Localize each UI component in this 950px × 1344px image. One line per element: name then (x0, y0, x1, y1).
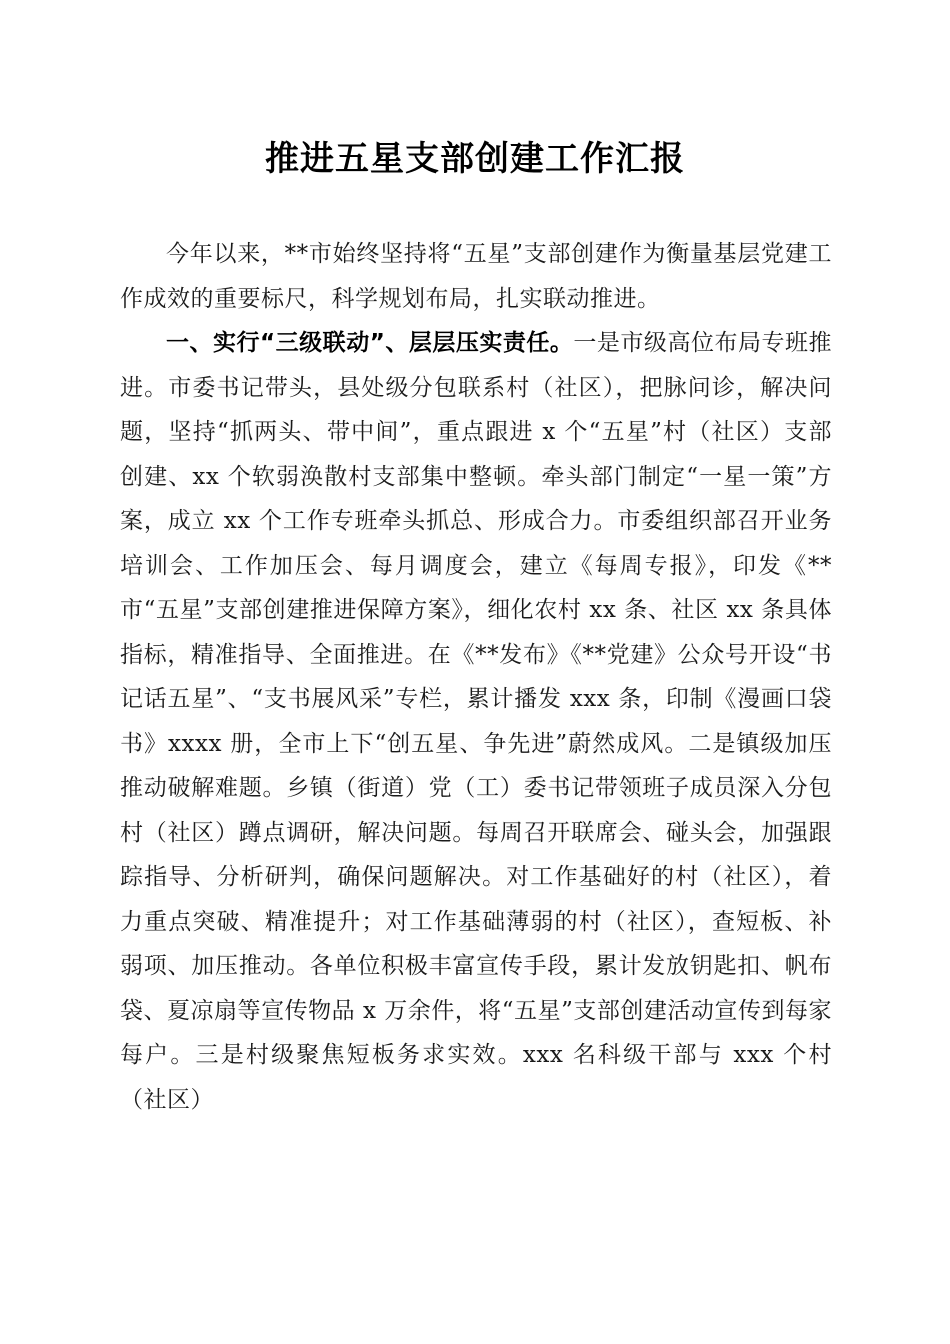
section-1-paragraph (120, 321, 832, 1122)
document-body (120, 232, 832, 1122)
section-1-heading: 一、实行“三级联动”、层层压实责任。 (166, 330, 574, 356)
section-1-body: 一是市级高位布局专班推进。市委书记带头，县处级分包联系村（社区），把脉问诊，解决问题，坚持“抓两头、带中间”，重点跟进 x 个“五星”村（社区）支部创建、xx 个软弱涣散村支部集中整顿。牵头部门制定“一星一策”方案，成立 xx 个工作专班牵头抓总、形成合力。市委组织部召开业务培训会、工作加压会、每月调度会，建立《每周专报》，印发《**市“五星”支部创建推进保障方案》，细化农村 xx 条、社区 xx 条具体指标，精准指导、全面推进。在《**发布》《**党建》公众号开设“书记话五星”、“支书展风采”专栏，累计播发 xxx 条，印制《漫画口袋书》xxxx 册，全市上下“创五星、争先进”蔚然成风。二是镇级加压推动破解难题。乡镇（街道）党（工）委书记带领班子成员深入分包村（社区）蹲点调研，解决问题。每周召开联席会、碰头会，加强跟踪指导、分析研判，确保问题解决。对工作基础好的村（社区），着力重点突破、精准提升；对工作基础薄弱的村（社区），查短板、补弱项、加压推动。各单位积极丰富宣传手段，累计发放钥匙扣、帆布袋、夏凉扇等宣传物品 x 万余件，将“五星”支部创建活动宣传到每家每户。三是村级聚焦短板务求实效。xxx 名科级干部与 xxx 个村（社区） (120, 330, 833, 1113)
document-title: 推进五星支部创建工作汇报 (265, 139, 685, 179)
intro-paragraph: 今年以来，**市始终坚持将“五星”支部创建作为衡量基层党建工作成效的重要标尺，科学规划布局，扎实联动推进。 (120, 241, 832, 312)
